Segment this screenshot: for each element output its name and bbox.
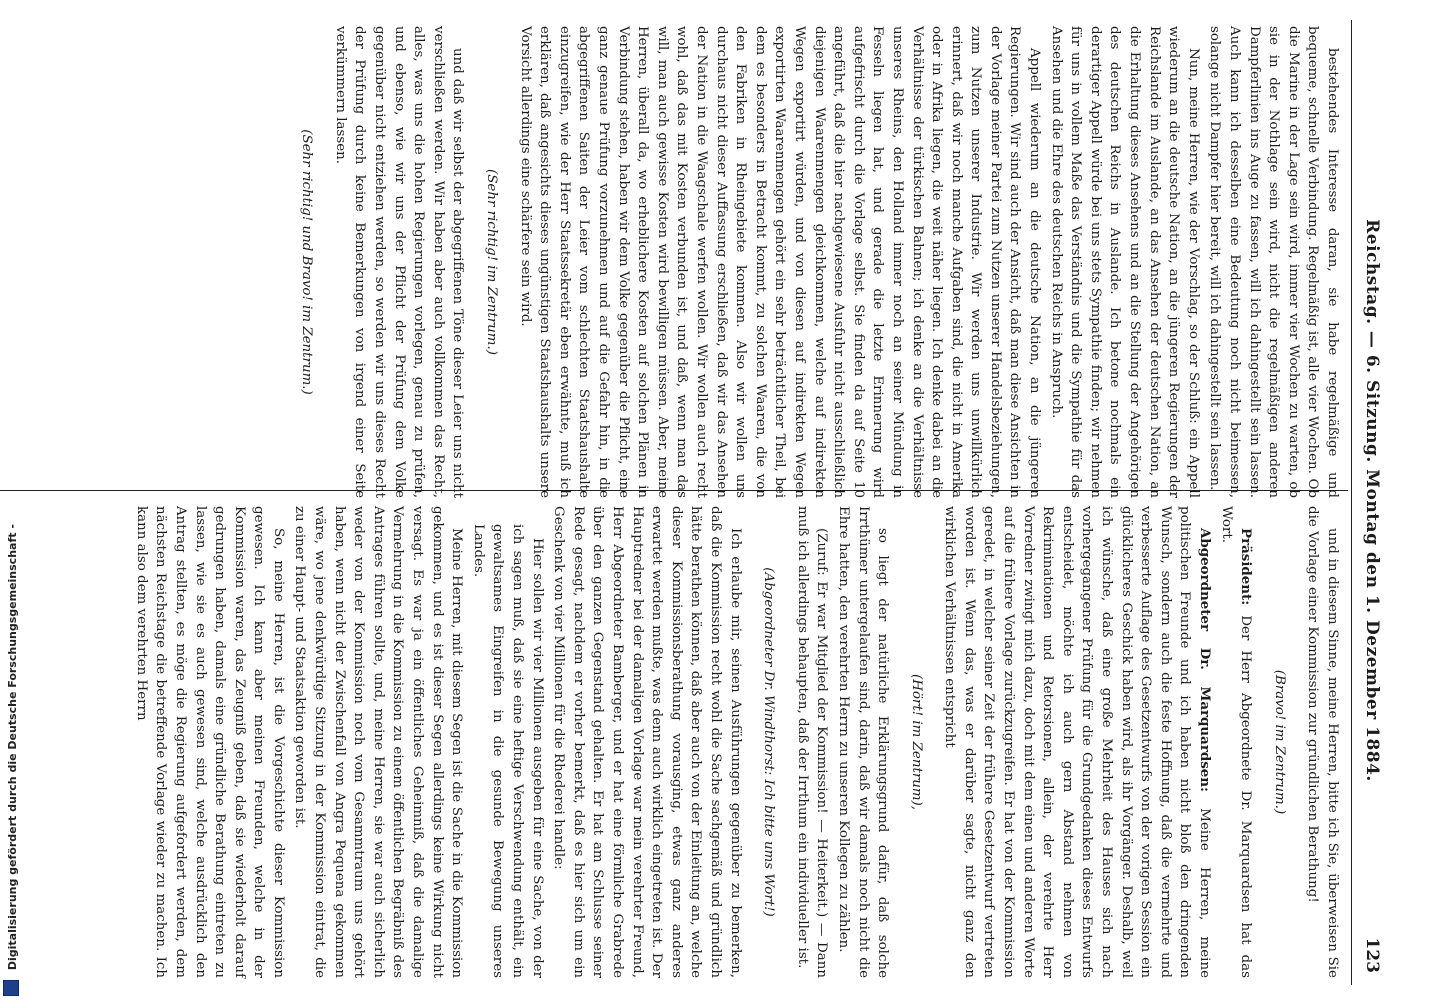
body-paragraph: Ich erlaube mir, seinen Ausführungen gegenüber zu bemerken, daß die Kommission recht wohl die Sache sachgemäß und gründlich hätte berathen können, daß aber auch von der Einleitung an, welche dieser Kommissionsberathung vorausging, etwas ganz anderes erwartet werden mußte, was denn auch wirklich eingetreten ist. Der Hauptredner bei der damaligen Vorlage war mein verehrter Freund, Herr Abgeordneter Bamberger, und er hat eine förmliche Grabrede über den ganzen Gegenstand gehalten. Er hat am Schlusse seiner Rede gesagt, nachdem er vorher bemerkt, daß es hier sich um ein Geschenk von vier Millionen für die Rhederei handle: bbox=[551, 506, 743, 978]
stage-direction: (Bravo! im Zentrum.) bbox=[1271, 669, 1287, 815]
speech-paragraph bbox=[940, 506, 1214, 978]
body-paragraph: und daß wir selbst der abgegriffenen Töne dieser Leier uns nicht verschließen werden. Wir haben aber auch vollkommen das Recht, alles, was uns die hohen Regierungen vorlegen, genau zu prüfen, und ebenso, wie wir uns der Pflicht der Prüfung dem Volke gegenüber nicht entziehen werden, so werden wir uns dieses Recht der Prüfung durch keine Bemerkungen von irgend einer Seite verkümmern lassen. bbox=[332, 26, 466, 498]
header-rule bbox=[1351, 20, 1352, 985]
page-title: Reichstag. — 6. Sitzung. Montag den 1. Dezember 1884. bbox=[1362, 219, 1382, 782]
speech-text: Der Herr Abgeordnete Dr. Marquardsen hat das Wort. bbox=[1218, 506, 1254, 978]
speech-paragraph bbox=[1216, 506, 1255, 978]
body-paragraph: So, meine Herren, ist die Vorgeschichte dieser Kommission gewesen. Ich kann aber meinen Freunden, welche in der Kommission waren, das Zeugniß geben, daß sie wiederholt darauf gedrungen haben, damals eine gründliche Berathung eintreten zu lassen, wie sie es auch gewesen sind, welche ausdrücklich den Antrag stellten, es möge die Regierung aufgefordert werden, dem nächsten Reichstage die betreffende Vorlage wieder zu machen. Ich kann also dem verehrten Herrn bbox=[133, 506, 286, 978]
body-paragraph: Nun, meine Herren, wie der Vorschlag, so der Schluß: ein Appell wiederum an die deutsche Nation, an die jüngeren Regierungen der Reichslande im Auslande, an das Ansehen der deutschen Nation, an die Erhaltung dieses Ansehens und an die Stellung der Angehörigen des deutschen Reichs in Auslande. Ich betone nochmals ein derartiger Appell würde bei uns stets Sympathie finden; wir nehmen für uns in vollem Maße das Verständnis und die Sympathie für das Ansehen und die Ehre des deutschen Reichs in Anspruch. bbox=[1048, 26, 1201, 498]
stage-direction: (Abgeordneter Dr. Windthorst: Ich bitte ums Wort!) bbox=[761, 567, 777, 917]
body-paragraph: bestehendes Interesse daran, sie habe regelmäßige und bequeme, schnelle Verbindung. Regelmäßig ist, alle vier Wochen. Ob die Marine in der Lage sein wird, immer vier Wochen zu warten, ob sie in der Nothlage sein wird, nicht die regelmäßigen anderen Dampferlinien ins Auge zu fassen, will ich dahingestellt sein lassen. Auch kann ich desselben eine Bedeutung noch nicht beimessen, solange nicht Dampfer hier bereit, will ich dahingestellt sein lassen. bbox=[1207, 26, 1340, 498]
page-number: 123 bbox=[1362, 937, 1382, 973]
body-paragraph: Appell wiederum an die deutsche Nation, an die jüngeren Regierungen. Wir sind auch der Ansicht, daß man diese Ansichten in der Vorlage meiner Partei zum Nutzen unserer Handelsbeziehungen, zum Nutzen unserer Industrie. Wir werden uns unwillkürlich erinnert, daß wir noch manche Aufgaben sind, die nicht in Amerika oder in Afrika liegen, die weit näher liegen. Ich denke dabei an die Verhältnisse der türkischen Bahnen; ich denke an die Verhältnisse unseres Rheins, den Holland immer noch an seiner Mündung in Fesseln liegen hat, und gerade die letzte Erinnerung wird aufgefrischt durch die Vorlage selbst. Sie finden da auf Seite 10 angeführt, daß die hier nachgewiesene Ausfuhr nicht ausschließlich diejenigen Waarenmengen gleichkommen, welche auf indirekten Wegen exportirt würden, und von diesen auf indirekten Wegen exportirten Waarenmengen gehört ein sehr beträchtlicher Theil, bei dem es besonders in Betracht kommt, zu solchen Waaren, die von den Fabriken in Rheingebiete kommen. Also wir wollen uns durchaus nicht dieser Auffassung erschließen, daß wir das Ansehen der Nation in die Waagschale werfen wollen. Wir wollen auch recht wohl, daß das mit Kosten verbunden ist, und daß, wenn man das will, man auch gewisse Kosten wird bewilligen müssen. Aber, meine Herren, überall da, wo erheblichere Kosten auf solchen Plänen in Verbindung stehen, haben wir dem Volke gegenüber die Pflicht, eine ganz genaue Prüfung vorzunehmen und auf die Gefahr hin, in die abgegriffenen Saiten der Leier vom schlechten Staatshaushalte einzugreifen, wie der Herr Staatssekretär eben erwähnte, muß ich erklären, daß angesichts dieses ungünstigen Staatshaushalts unsere Vorsicht allerdings eine schärfere sein wird. bbox=[517, 26, 1043, 498]
stage-direction: (Sehr richtig! und Bravo! im Zentrum.) bbox=[299, 129, 315, 395]
speaker-name: Präsident: bbox=[1238, 528, 1255, 606]
text-column-left bbox=[283, 26, 1342, 498]
page-header bbox=[1352, 18, 1388, 983]
speaker-name: Abgeordneter Dr. Marquardsen: bbox=[1197, 528, 1214, 792]
dfg-logo-icon bbox=[3, 980, 19, 996]
body-paragraph: (Zuruf: Er war Mitglied der Kommission! — Heiterkeit.) — Dann muß ich allerdings behaupten, daß der Irrthum ein individueller ist. bbox=[794, 506, 830, 978]
credit-text: Digitalisierung gefördert durch die Deutsche Forschungsgemeinschaft - bbox=[6, 524, 19, 971]
quoted-passage: Hier sollen wir vier Millionen ausgeben für eine Sache, von der ich sagen muß, daß sie eine heftige Verschwendung enthält, ein gewaltsames Eingreifen in die gesunde Bewegung unseres Landes. bbox=[470, 524, 545, 978]
digitization-credit bbox=[0, 0, 20, 1000]
stage-direction: (Sehr richtig! im Zentrum.) bbox=[484, 169, 500, 355]
body-paragraph: und in diesem Sinne, meine Herren, bitte ich Sie, überweisen Sie die Vorlage einer Kommission zur gründlichen Berathung! bbox=[1305, 506, 1340, 978]
body-paragraph: Meine Herren, mit diesem Segen ist die Sache in die Kommission gekommen, und es ist dieser Segen allerdings keine Wirkung nicht versagt. Es war ja ein öffentliches Geheimniß, daß die damalige Vermehrung in die Kommission zu einem öffentlichen Begräbniß des Antrages führen sollte, und, meine Herren, sie war auch sicherlich weder von der Kommission noch vom Gesammtraum uns gehört haben, wenn nicht der Zwischenfall von Angra Pequena gekommen wäre, wo jene denkwürdige Sitzung in der Kommission eintrat, die zu einer Haupt- und Staatsaktion geworden ist. bbox=[292, 506, 465, 978]
text-column-right bbox=[129, 506, 1342, 978]
speech-text: Meine Herren, meine politischen Freunde und ich haben nicht bloß den dringenden Wunsch, sondern auch die feste Hoffnung, daß die vermehrte und verbesserte Auflage des Gesetzentwurfs von der vorigen Session ein glücklicheres Geschick haben wird, als ihr Vorgänger. Deshalb, weil ich wünsche, daß eine große Mehrheit des Hauses sich nach vorhergegangener Prüfung für die Grundgedanken dieses Entwurfs entscheidet, möchte ich auch gern Abstand nehmen von Rekriminationen und Retorsionen, allein, der verehrte Herr Vorredner zwingt mich dazu, doch mit dem einen und anderen Worte auf die frühere Vorlage zurückzugreifen. Er hat von der Kommission geredet, in welcher seiner Zeit der frühere Gesetzentwurf vertreten worden ist. Wenn das, was er darüber sagte, nicht ganz den wirklichen Verhältnissen entspricht bbox=[942, 506, 1213, 978]
stage-direction: (Hört! im Zentrum), bbox=[908, 673, 924, 811]
body-paragraph: so liegt der natürliche Erklärungsgrund dafür, daß solche Irrthümer untergelaufen sind, darin, daß wir damals noch nicht die Ehre hatten, den verehrten Herrn zu unseren Kollegen zu zählen. bbox=[835, 506, 891, 978]
